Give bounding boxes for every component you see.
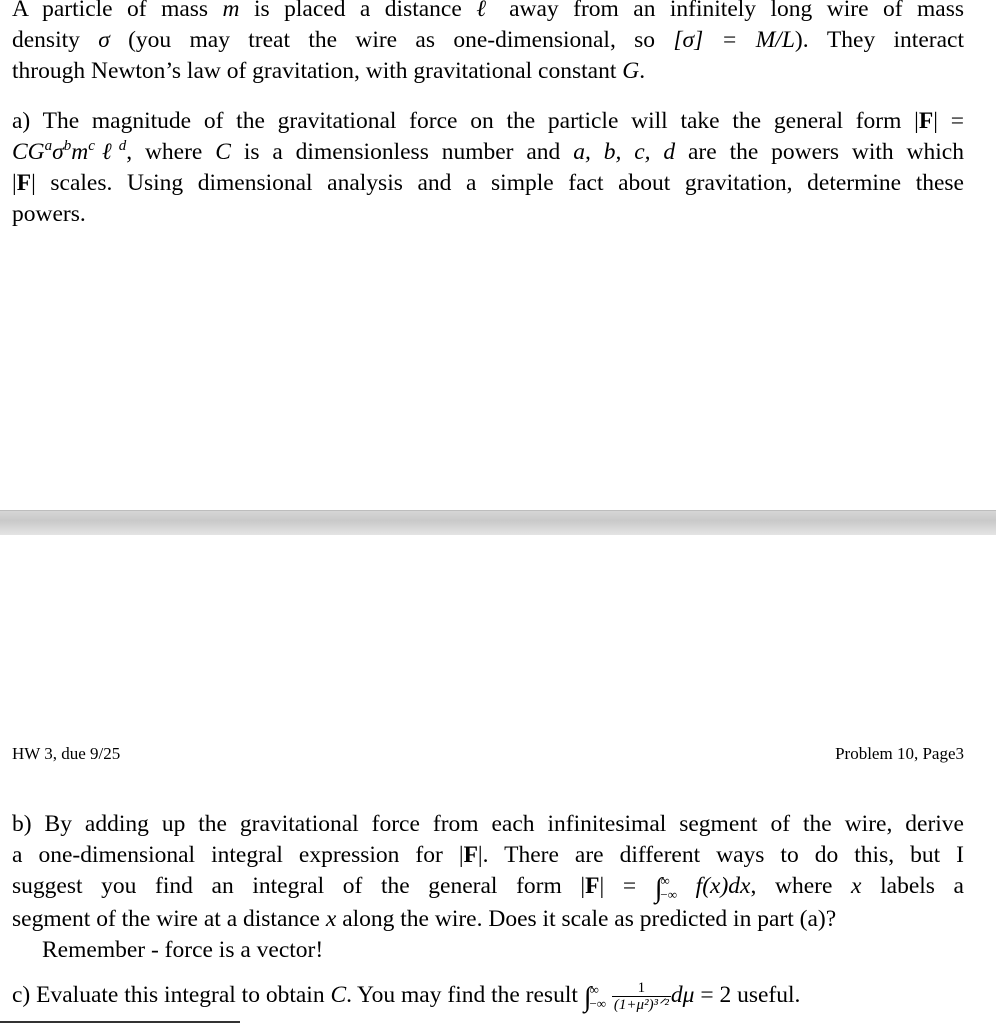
bottom-rule — [0, 1021, 240, 1023]
page-separator — [0, 510, 996, 536]
header-right: Problem 10, Page3 — [835, 744, 964, 763]
integral-limits-c: ∞ −∞ — [589, 981, 607, 1011]
page-top — [0, 0, 996, 510]
part-b-line-4: segment of the wire at a distance x along the wire. Does it scale as predicted in part (a)? — [12, 906, 837, 932]
part-c-line-1: c) Evaluate this integral to obtain C. You may find the result ∫ ∞ −∞ $\frac{1}{\text{(1+μ²)³ᐟ²}}$ dμ = 2 useful. — [12, 980, 801, 1014]
part-a-line-3: |F| scales. Using dimensional analysis and a simple fact about gravitation, determine these — [12, 170, 964, 196]
integral-sign-c: ∫ — [583, 982, 592, 1013]
intro-paragraph — [12, 0, 964, 87]
part-b-line-1: b) By adding up the gravitational force from each infinitesimal segment of the wire, derive — [12, 811, 964, 837]
part-a-line-2: $CG^a\sigma^bm^c\ell^d$, where C is a dimensionless number and a, b, c, d are the powers with which — [12, 138, 964, 165]
part-b-paragraph — [12, 809, 964, 966]
intro-line-1: A particle of mass m is placed a distance ℓ away from an infinitely long wire of mass — [12, 0, 964, 22]
header-left: HW 3, due 9/25 — [12, 744, 121, 763]
part-a-line-1: a) The magnitude of the gravitational force on the particle will take the general form |F| = — [12, 108, 964, 134]
part-b-line-5: Remember - force is a vector! — [42, 937, 324, 963]
part-b-line-2: a one-dimensional integral expression for |F|. There are different ways to do this, but I — [12, 842, 964, 868]
part-a-line-4: powers. — [12, 201, 86, 227]
part-c-paragraph — [12, 980, 964, 1013]
intro-line-3: through Newton’s law of gravitation, with gravitational constant G. — [12, 58, 646, 84]
integral-limits: ∞ −∞ — [660, 872, 678, 902]
intro-line-2: density σ (you may treat the wire as one-dimensional, so [σ] = M/L). They interact — [12, 27, 964, 53]
fraction: $\frac{1}{\text{(1+μ²)³ᐟ²}}$ — [613, 980, 669, 1014]
part-b-line-3: suggest you find an integral of the general form |F| = ∫ ∞ −∞ f(x)dx, where x labels a — [12, 872, 964, 904]
part-a-paragraph — [12, 106, 964, 230]
integral-sign: ∫ — [654, 873, 663, 904]
